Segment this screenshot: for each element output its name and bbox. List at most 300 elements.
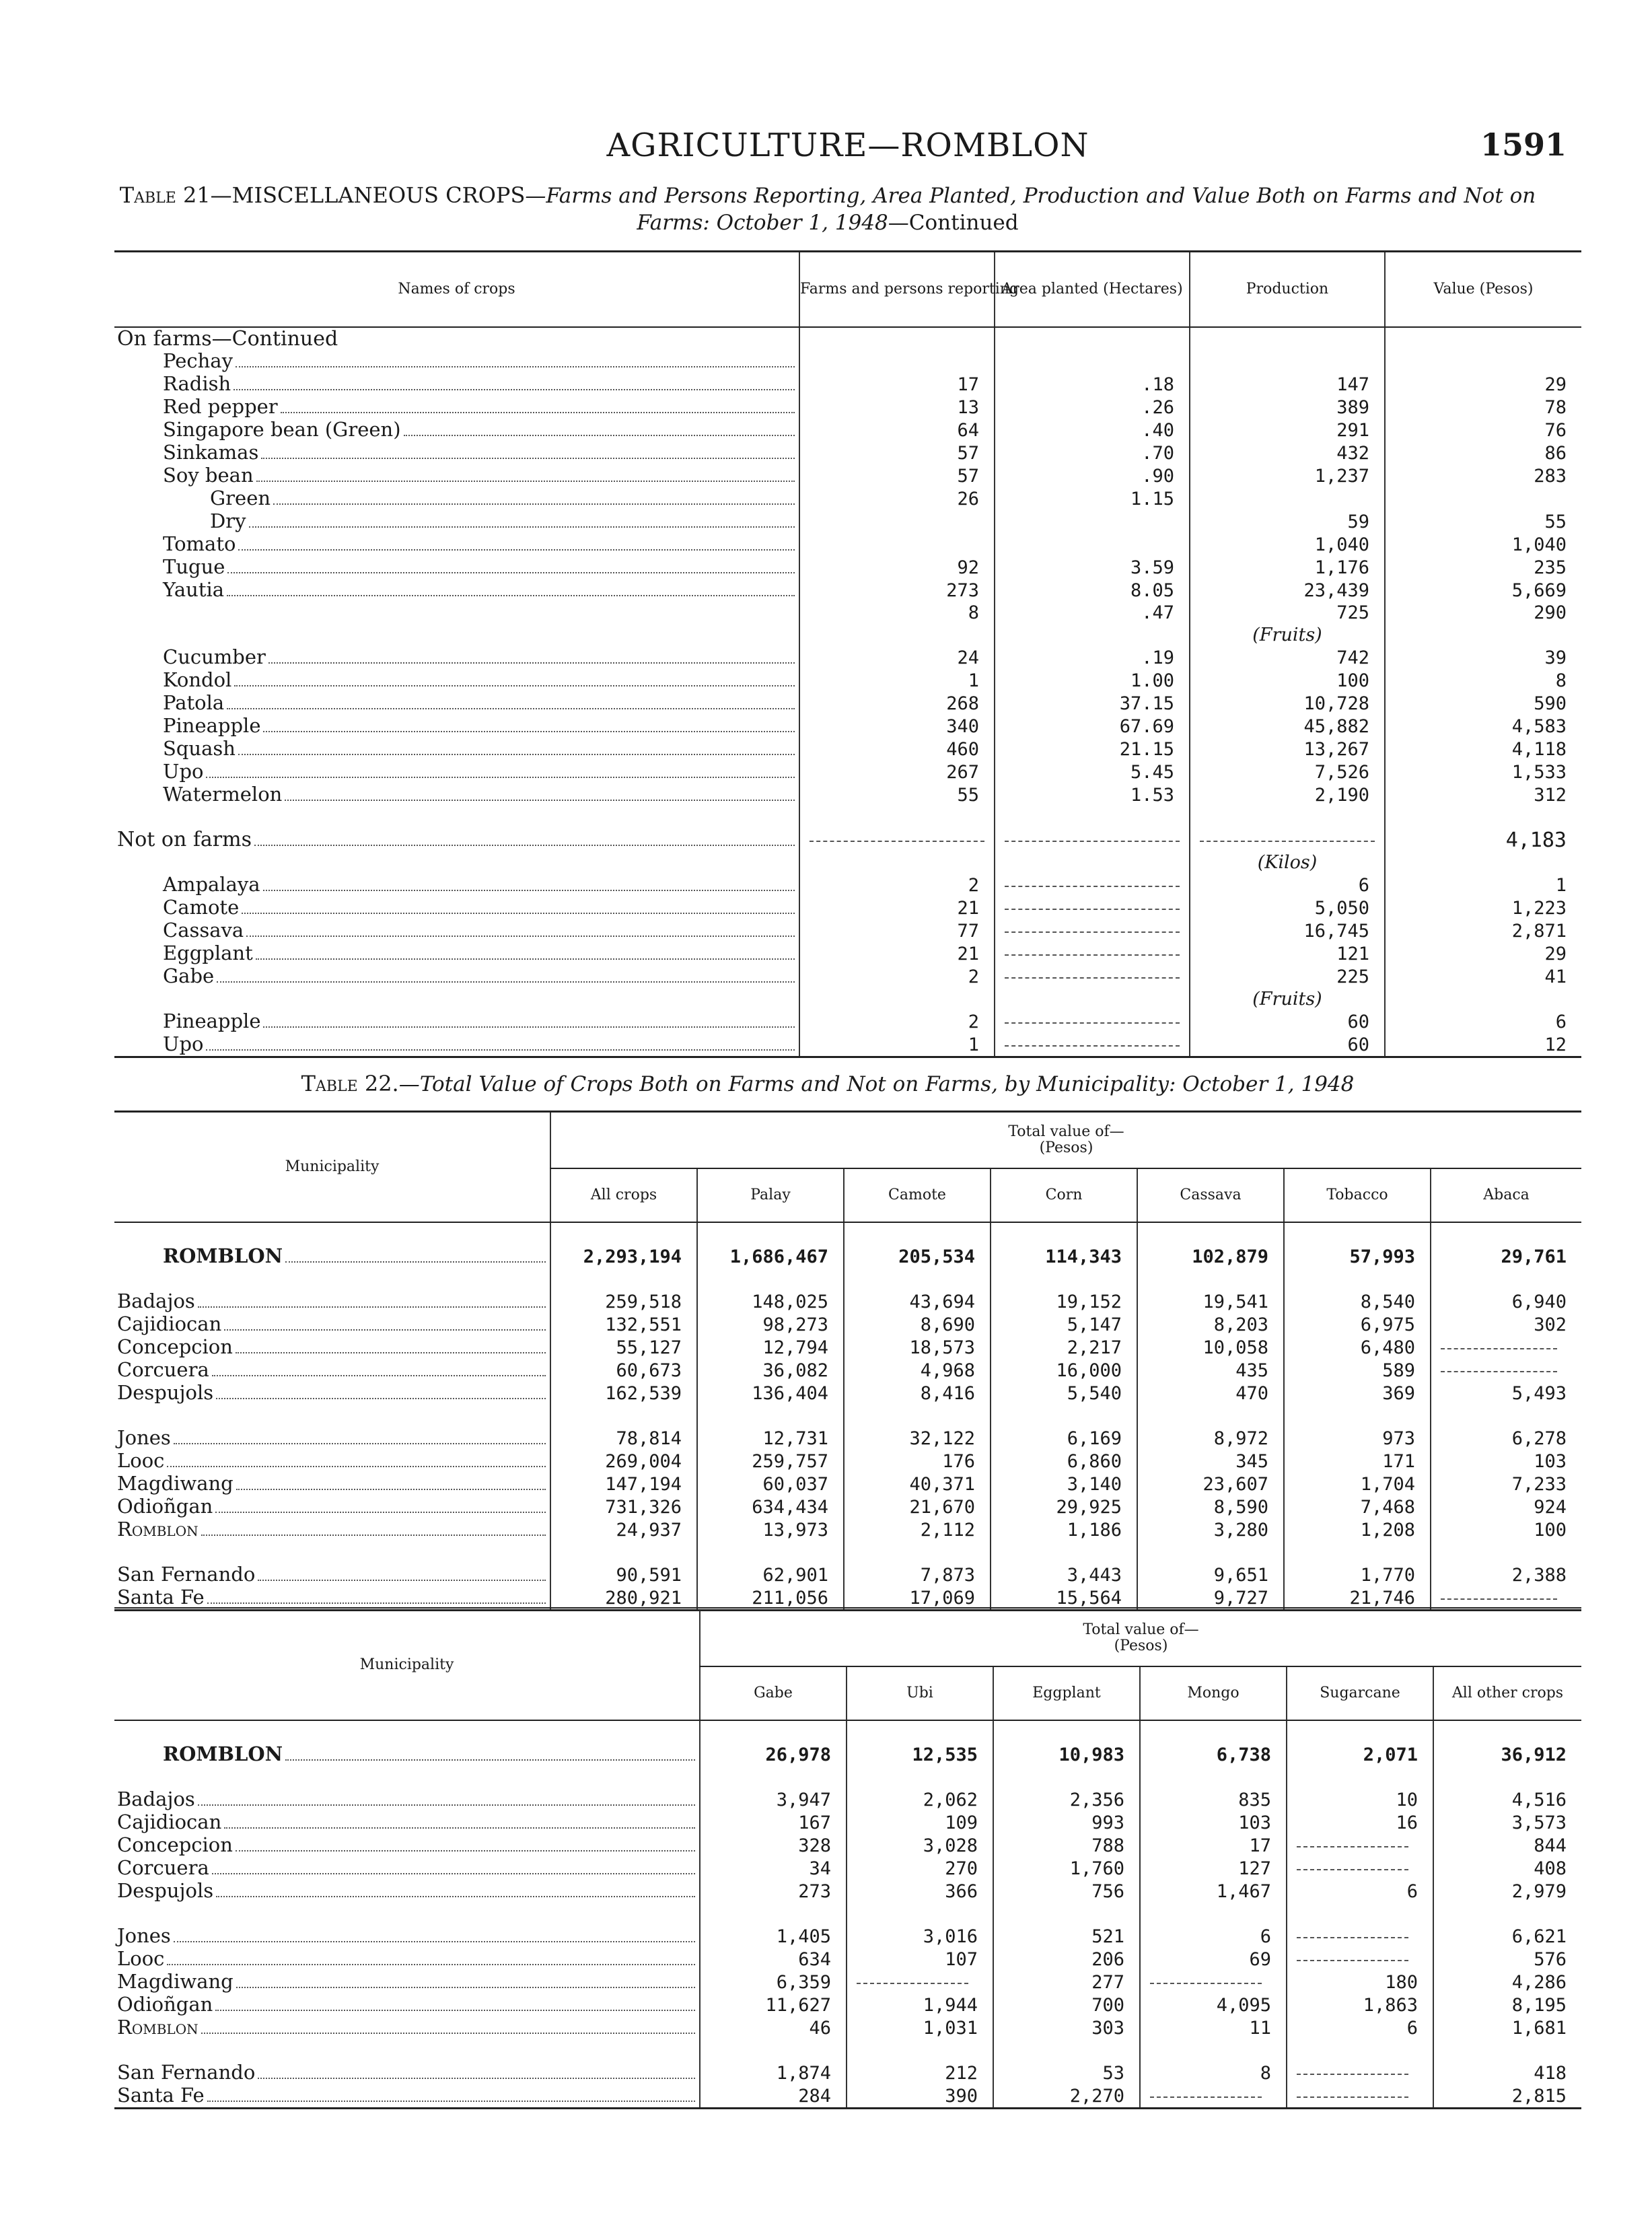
dash-placeholder <box>1200 831 1375 842</box>
cell-value: 9,651 <box>1137 1563 1284 1586</box>
crop-name <box>114 942 799 965</box>
leader <box>163 942 799 965</box>
value: 1,040 <box>1385 533 1581 556</box>
dash-placeholder <box>1441 1589 1557 1600</box>
table-row <box>114 692 1581 715</box>
cell-value: 132,551 <box>550 1313 697 1336</box>
dot-leader <box>273 503 795 505</box>
area-planted <box>995 919 1190 942</box>
cell-value: 788 <box>993 1834 1140 1857</box>
spacer <box>1431 1222 1581 1245</box>
dot-leader <box>174 1443 546 1444</box>
empty-cell <box>114 988 799 1010</box>
leader <box>117 1971 699 1994</box>
cell-value: 408 <box>1433 1857 1581 1880</box>
production: 1,176 <box>1190 556 1385 579</box>
municipality-name <box>114 1880 700 1903</box>
farms-reporting: 2 <box>799 874 995 896</box>
unit-label: (Fruits) <box>1190 988 1385 1010</box>
spacer <box>700 1766 847 1788</box>
crop-name <box>114 715 799 738</box>
total-value: 2,071 <box>1287 1743 1433 1766</box>
table-row <box>114 1948 1581 1971</box>
table-row <box>114 579 1581 602</box>
cell-value: 369 <box>1284 1382 1431 1405</box>
col-production: Production <box>1190 252 1385 328</box>
cell-value: 835 <box>1140 1788 1287 1811</box>
cell-value: 17,069 <box>844 1586 991 1611</box>
spacer <box>1284 1222 1431 1245</box>
area-planted: 1.15 <box>995 487 1190 510</box>
cell-value: 6,940 <box>1431 1290 1581 1313</box>
crop-name <box>114 669 799 692</box>
dash-placeholder <box>1297 1928 1408 1938</box>
spacer <box>700 1903 847 1925</box>
total-row <box>114 1743 1581 1766</box>
spacer <box>991 1541 1137 1563</box>
label-text: Badajos <box>117 1290 195 1312</box>
spacer <box>700 2039 847 2061</box>
dash-placeholder <box>1297 1950 1408 1961</box>
cell-value: 2,062 <box>847 1788 993 1811</box>
crop-name <box>114 373 799 396</box>
cell-value: 521 <box>993 1925 1140 1948</box>
label-text: Cajidiocan <box>117 1312 222 1335</box>
leader <box>117 1495 550 1518</box>
cell-value: 6,278 <box>1431 1427 1581 1450</box>
cell-value: 2,217 <box>991 1336 1137 1359</box>
production: 16,745 <box>1190 919 1385 942</box>
dash-placeholder <box>1005 922 1180 933</box>
dash-cell <box>995 829 1190 851</box>
table22-caption-text: —Total Value of Crops Both on Farms and Not on Farms, by Municipality: October 1, 1948 <box>398 1072 1355 1096</box>
cell-value: 2,979 <box>1433 1880 1581 1903</box>
cell-value: 21,746 <box>1284 1586 1431 1611</box>
municipality-name <box>114 2061 700 2084</box>
label-text: Romblon <box>117 1518 199 1541</box>
farms-reporting: 57 <box>799 464 995 487</box>
cell-value: 4,286 <box>1433 1971 1581 1994</box>
dot-leader <box>212 1873 695 1874</box>
dot-leader <box>285 800 795 801</box>
crop-name <box>114 692 799 715</box>
total-value: 57,993 <box>1284 1245 1431 1268</box>
farms-reporting: 26 <box>799 487 995 510</box>
production: 13,267 <box>1190 738 1385 761</box>
dash-placeholder <box>1297 1860 1408 1870</box>
value: 235 <box>1385 556 1581 579</box>
production: 225 <box>1190 965 1385 988</box>
spacer <box>844 1541 991 1563</box>
cell-value: 1,681 <box>1433 2016 1581 2039</box>
cell-value: 5,540 <box>991 1382 1137 1405</box>
spacer <box>847 2039 993 2061</box>
dot-leader <box>206 777 795 778</box>
cell-value: 32,122 <box>844 1427 991 1450</box>
leader <box>117 2061 699 2084</box>
cell-value: 576 <box>1433 1948 1581 1971</box>
t22b-group-header <box>700 1609 1581 1667</box>
crop-name <box>114 396 799 419</box>
value: 4,583 <box>1385 715 1581 738</box>
label-text: Santa Fe <box>117 1586 205 1609</box>
crop-name <box>114 579 799 602</box>
dot-leader <box>236 366 795 367</box>
dot-leader <box>236 1850 695 1852</box>
spacer <box>114 2039 700 2061</box>
production: 100 <box>1190 669 1385 692</box>
dot-leader <box>242 913 795 914</box>
dot-leader <box>198 1804 695 1806</box>
leader <box>163 692 799 715</box>
value: 1 <box>1385 874 1581 896</box>
spacer <box>1287 1903 1433 1925</box>
cell-value: 100 <box>1431 1518 1581 1541</box>
municipality-name <box>114 1313 550 1336</box>
column-header: Camote <box>844 1168 991 1222</box>
empty-cell <box>995 624 1190 646</box>
label-text: Pineapple <box>163 1010 261 1032</box>
dot-leader <box>216 1398 546 1399</box>
cell-value: 3,573 <box>1433 1811 1581 1834</box>
empty-cell <box>995 533 1190 556</box>
cell-value: 1,944 <box>847 1994 993 2016</box>
leader <box>117 1359 550 1382</box>
production: 1,237 <box>1190 464 1385 487</box>
empty-cell <box>1385 624 1581 646</box>
area-planted: 3.59 <box>995 556 1190 579</box>
cell-value: 103 <box>1140 1811 1287 1834</box>
cell-value: 7,873 <box>844 1563 991 1586</box>
farms-reporting: 460 <box>799 738 995 761</box>
cell-value: 259,757 <box>697 1450 844 1473</box>
area-planted <box>995 1010 1190 1033</box>
label-text: Soy bean <box>163 464 254 487</box>
cell-value: 19,541 <box>1137 1290 1284 1313</box>
table-row <box>114 942 1581 965</box>
table-row <box>114 1880 1581 1903</box>
leader <box>163 874 799 896</box>
leader <box>163 1743 699 1766</box>
dot-leader <box>258 2078 695 2079</box>
cell-value <box>1140 2084 1287 2109</box>
spacer <box>991 1222 1137 1245</box>
table-row <box>114 487 1581 510</box>
dot-leader <box>167 1466 546 1467</box>
area-planted: .19 <box>995 646 1190 669</box>
total-label <box>114 1245 550 1268</box>
spacer-row <box>114 1541 1581 1563</box>
cell-value: 844 <box>1433 1834 1581 1857</box>
label-text: Patola <box>163 691 225 714</box>
table-row <box>114 373 1581 396</box>
production: 6 <box>1190 874 1385 896</box>
cell-value <box>1431 1336 1581 1359</box>
crop-name <box>114 487 799 510</box>
dot-leader <box>285 1759 695 1761</box>
empty-cell <box>799 851 995 874</box>
municipality-name <box>114 1563 550 1586</box>
production: 2,190 <box>1190 783 1385 806</box>
column-header: Gabe <box>700 1666 847 1720</box>
spacer <box>700 1720 847 1743</box>
leader <box>117 1382 550 1405</box>
value: 1,533 <box>1385 761 1581 783</box>
dash-placeholder <box>1297 1837 1408 1847</box>
dash-cell <box>1190 829 1385 851</box>
crop-name <box>114 646 799 669</box>
col-farms-reporting: Farms and persons reporting <box>799 252 995 328</box>
column-header: Tobacco <box>1284 1168 1431 1222</box>
spacer <box>1431 1541 1581 1563</box>
page-number: 1591 <box>1480 127 1567 163</box>
cell-value: 269,004 <box>550 1450 697 1473</box>
label-text: Concepcion <box>117 1335 233 1358</box>
cell-value: 78,814 <box>550 1427 697 1450</box>
cell-value: 5,493 <box>1431 1382 1581 1405</box>
cell-value: 16 <box>1287 1811 1433 1834</box>
farms-reporting: 267 <box>799 761 995 783</box>
empty-cell <box>1190 487 1385 510</box>
spacer <box>114 1903 700 1925</box>
value: 55 <box>1385 510 1581 533</box>
dot-leader <box>268 662 795 664</box>
table-row <box>114 533 1581 556</box>
dash-placeholder <box>1005 1036 1180 1047</box>
farms-reporting: 55 <box>799 783 995 806</box>
spacer <box>993 1720 1140 1743</box>
farms-reporting: 92 <box>799 556 995 579</box>
label-text: ROMBLON <box>163 1742 283 1765</box>
cell-value: 13,973 <box>697 1518 844 1541</box>
cell-value: 6,169 <box>991 1427 1137 1450</box>
production: 60 <box>1190 1010 1385 1033</box>
t21-section-on-farms <box>114 327 1581 350</box>
spacer <box>114 1720 700 1743</box>
dot-leader <box>263 731 795 732</box>
dot-leader <box>215 2010 695 2011</box>
farms-reporting: 340 <box>799 715 995 738</box>
area-planted: 21.15 <box>995 738 1190 761</box>
table-row <box>114 874 1581 896</box>
cell-value <box>1431 1359 1581 1382</box>
spacer <box>1140 1903 1287 1925</box>
dot-leader <box>404 435 795 436</box>
leader <box>117 1563 550 1586</box>
dot-leader <box>207 2101 695 2102</box>
label-text: Eggplant <box>163 942 253 964</box>
value: 29 <box>1385 942 1581 965</box>
leader <box>163 442 799 464</box>
production: 291 <box>1190 419 1385 442</box>
value: 5,669 <box>1385 579 1581 602</box>
table21-caption-text: —Farms and Persons Reporting, Area Planted, Production and Value Both on Farms and Not on Farms: October 1, 1948 <box>525 184 1536 235</box>
production: 45,882 <box>1190 715 1385 738</box>
cell-value: 6,359 <box>700 1971 847 1994</box>
dot-leader <box>234 685 795 686</box>
cell-value: 17 <box>1140 1834 1287 1857</box>
value: 290 <box>1385 602 1581 624</box>
farms-reporting: 1 <box>799 669 995 692</box>
cell-value: 390 <box>847 2084 993 2109</box>
cell-value: 6 <box>1287 1880 1433 1903</box>
cell-value: 136,404 <box>697 1382 844 1405</box>
municipality-name <box>114 1473 550 1495</box>
cell-value: 147,194 <box>550 1473 697 1495</box>
dot-leader <box>216 1896 695 1897</box>
cell-value: 7,233 <box>1431 1473 1581 1495</box>
dot-leader <box>236 1987 695 1988</box>
cell-value: 2,356 <box>993 1788 1140 1811</box>
area-planted <box>995 874 1190 896</box>
value: 41 <box>1385 965 1581 988</box>
empty-cell <box>1190 327 1385 350</box>
value: 8 <box>1385 669 1581 692</box>
table-row <box>114 1382 1581 1405</box>
leader <box>117 1925 699 1948</box>
leader <box>117 1427 550 1450</box>
table-row <box>114 510 1581 533</box>
leader <box>163 646 799 669</box>
table-row <box>114 442 1581 464</box>
dot-leader <box>256 958 795 960</box>
crop-name <box>114 783 799 806</box>
spacer <box>114 1766 700 1788</box>
label-text: Tugue <box>163 555 225 578</box>
cell-value: 3,028 <box>847 1834 993 1857</box>
dash-placeholder <box>1005 831 1180 842</box>
spacer <box>1433 1903 1581 1925</box>
cell-value: 107 <box>847 1948 993 1971</box>
table-row <box>114 1495 1581 1518</box>
spacer <box>114 806 799 829</box>
label-text: Upo <box>163 1032 204 1055</box>
empty-cell <box>799 350 995 373</box>
table21-caption-tail: —Continued <box>888 211 1019 235</box>
farms-reporting: 21 <box>799 896 995 919</box>
value: 78 <box>1385 396 1581 419</box>
empty-cell <box>1385 487 1581 510</box>
table-row <box>114 1313 1581 1336</box>
cell-value: 277 <box>993 1971 1140 1994</box>
leader <box>163 669 799 692</box>
table22-part1 <box>114 1110 1581 1611</box>
dash-placeholder <box>1441 1339 1557 1349</box>
crop-name <box>114 419 799 442</box>
empty-cell <box>799 327 995 350</box>
dash-placeholder <box>1005 899 1180 910</box>
empty-cell <box>995 851 1190 874</box>
cell-value: 12,731 <box>697 1427 844 1450</box>
cell-value: 1,405 <box>700 1925 847 1948</box>
cell-value: 8,540 <box>1284 1290 1431 1313</box>
leader <box>163 556 799 579</box>
cell-value: 98,273 <box>697 1313 844 1336</box>
table-row <box>114 602 1581 624</box>
dash-placeholder <box>1441 1362 1557 1372</box>
spacer <box>550 1268 697 1290</box>
farms-reporting: 8 <box>799 602 995 624</box>
leader <box>117 2084 699 2107</box>
dash-placeholder <box>810 831 984 842</box>
empty-cell <box>1385 327 1581 350</box>
table-row <box>114 350 1581 373</box>
cell-value: 11 <box>1140 2016 1287 2039</box>
dot-leader <box>281 412 795 413</box>
production: 10,728 <box>1190 692 1385 715</box>
cell-value <box>1287 1948 1433 1971</box>
area-planted: .18 <box>995 373 1190 396</box>
leader <box>117 1313 550 1336</box>
table-row <box>114 1359 1581 1382</box>
empty-cell <box>799 533 995 556</box>
leader <box>163 1245 550 1268</box>
spacer-row <box>114 1405 1581 1427</box>
cell-value: 60,037 <box>697 1473 844 1495</box>
cell-value: 18,573 <box>844 1336 991 1359</box>
municipality-name <box>114 1359 550 1382</box>
label-text: Yautia <box>163 578 225 601</box>
empty-cell <box>995 327 1190 350</box>
leader <box>117 829 799 851</box>
table-row <box>114 1010 1581 1033</box>
cell-value: 973 <box>1284 1427 1431 1450</box>
column-header: All crops <box>550 1168 697 1222</box>
cell-value: 6,480 <box>1284 1336 1431 1359</box>
cell-value: 1,186 <box>991 1518 1137 1541</box>
label-text: Corcuera <box>117 1358 209 1381</box>
leader <box>163 579 799 602</box>
label-text: Pineapple <box>163 714 261 737</box>
t22b-group-title: Total value of— <box>1083 1621 1199 1638</box>
leader <box>117 1518 550 1541</box>
spacer <box>1284 1405 1431 1427</box>
empty-cell <box>1385 350 1581 373</box>
leader <box>117 2016 699 2039</box>
table-row <box>114 919 1581 942</box>
total-label <box>114 1743 700 1766</box>
value: 312 <box>1385 783 1581 806</box>
value: 4,118 <box>1385 738 1581 761</box>
total-value: 29,761 <box>1431 1245 1581 1268</box>
leader <box>163 738 799 761</box>
leader <box>163 350 799 373</box>
spacer <box>1137 1541 1284 1563</box>
value: 4,183 <box>1385 829 1581 851</box>
production: 5,050 <box>1190 896 1385 919</box>
leader <box>163 919 799 942</box>
table-row <box>114 464 1581 487</box>
leader <box>117 1788 699 1811</box>
table22-part2 <box>114 1607 1581 2109</box>
dot-leader <box>249 526 795 528</box>
cell-value: 303 <box>993 2016 1140 2039</box>
dot-leader <box>206 1049 795 1051</box>
dot-leader <box>238 549 795 551</box>
area-planted: 67.69 <box>995 715 1190 738</box>
dot-leader <box>236 1489 546 1490</box>
cell-value: 34 <box>700 1857 847 1880</box>
label-text: Green <box>210 487 271 509</box>
crop-name <box>114 556 799 579</box>
column-header: Ubi <box>847 1666 993 1720</box>
dot-leader <box>227 708 795 709</box>
cell-value: 1,874 <box>700 2061 847 2084</box>
label-text: Looc <box>117 1449 165 1472</box>
empty-cell <box>799 624 995 646</box>
spacer <box>799 806 995 829</box>
empty-cell <box>995 988 1190 1010</box>
